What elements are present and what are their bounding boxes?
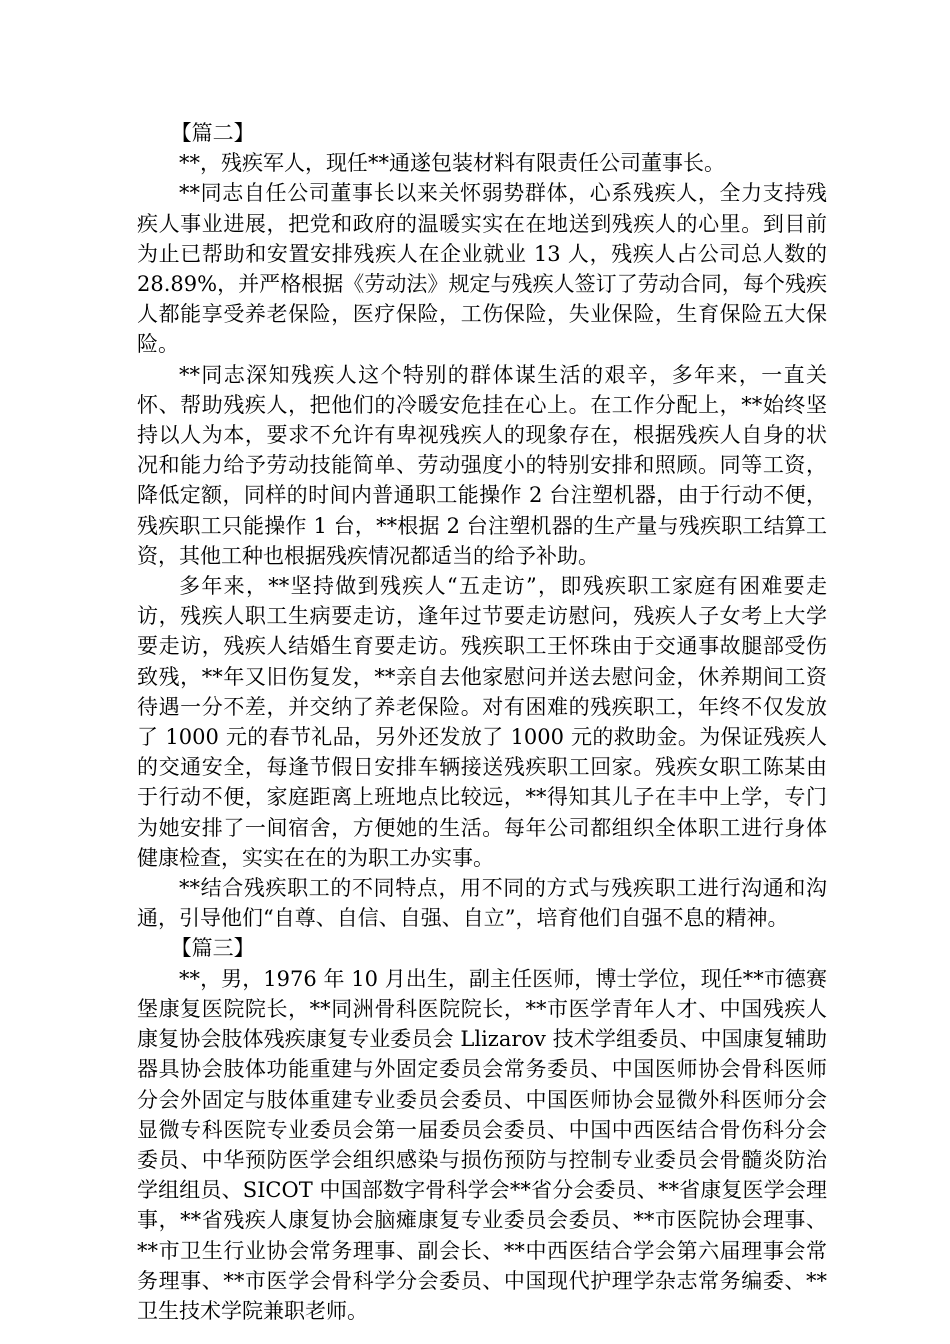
paragraph: **，残疾军人，现任**通遂包装材料有限责任公司董事长。 — [179, 151, 725, 176]
section-title: 【篇二】 — [170, 121, 255, 145]
paragraph: **，男，1976 年 10 月出生，副主任医师，博士学位，现任**市德赛堡康复医院院长，**同洲骨科医院院长，**市医学青年人才、中国残疾人康复协会肢体残疾康复专业委员会 Llizarov 技术学组委员、中国康复辅助器具协会肢体功能重建与外固定委员会常务委员、中国医师协会骨科医师分会外固定与肢体重建专业委员会委员、中国医师协会显微外科医师分会显微专科医院专业委员会第一届委员会委员、中国中西医结合骨伤科分会委员、中华预防医学会组织感染与损伤预防与控制专业委员会骨髓炎防治学组组员、SICOT 中国部数字骨科学会**省分会委员、**省康复医学会理事，**省残疾人康复协会脑瘫康复专业委员会委员、**市医院协会理事、**市卫生行业协会常务理事、副会长、**中西医结合学会第六届理事会常务理事、**市医学会骨科学分会委员、中国现代护理学杂志常务编委、**卫生技术学院兼职老师。 — [137, 966, 827, 1323]
document-body — [137, 118, 827, 1326]
paragraph: **同志深知残疾人这个特别的群体谋生活的艰辛，多年来，一直关怀、帮助残疾人，把他们的冷暖安危挂在心上。在工作分配上，**始终坚持以人为本，要求不允许有卑视残疾人的现象存在，根据残疾人自身的状况和能力给予劳动技能简单、劳动强度小的特别安排和照顾。同等工资，降低定额，同样的时间内普通职工能操作 2 台注塑机器，由于行动不便，残疾职工只能操作 1 台，**根据 2 台注塑机器的生产量与残疾职工结算工资，其他工种也根据残疾情况都适当的给予补助。 — [137, 362, 827, 568]
section-title: 【篇三】 — [170, 936, 255, 961]
paragraph: 多年来，**坚持做到残疾人“五走访”，即残疾职工家庭有困难要走访，残疾人职工生病要走访，逢年过节要走访慰问，残疾人子女考上大学要走访，残疾人结婚生育要走访。残疾职工王怀珠由于交通事故腿部受伤致残，**年又旧伤复发，**亲自去他家慰问并送去慰问金，休养期间工资待遇一分不差，并交纳了养老保险。对有困难的残疾职工，年终不仅发放了 1000 元的春节礼品，另外还发放了 1000 元的救助金。为保证残疾人的交通安全，每逢节假日安排车辆接送残疾职工回家。残疾女职工陈某由于行动不便，家庭距离上班地点比较远，**得知其儿子在丰中上学，专门为她安排了一间宿舍，方便她的生活。每年公司都组织全体职工进行身体健康检查，实实在在的为职工办实事。 — [137, 574, 827, 870]
paragraph: **同志自任公司董事长以来关怀弱势群体，心系残疾人，全力支持残疾人事业进展，把党和政府的温暖实实在在地送到残疾人的心里。到目前为止已帮助和安置安排残疾人在企业就业 13 人，残疾人占公司总人数的 28.89%，并严格根据《劳动法》规定与残疾人签订了劳动合同，每个残疾人都能享受养老保险，医疗保险，工伤保险，失业保险，生育保险五大保险。 — [137, 181, 827, 357]
paragraph: **结合残疾职工的不同特点，用不同的方式与残疾职工进行沟通和沟通，引导他们“自尊、自信、自强、自立”，培育他们自强不息的精神。 — [137, 876, 827, 931]
